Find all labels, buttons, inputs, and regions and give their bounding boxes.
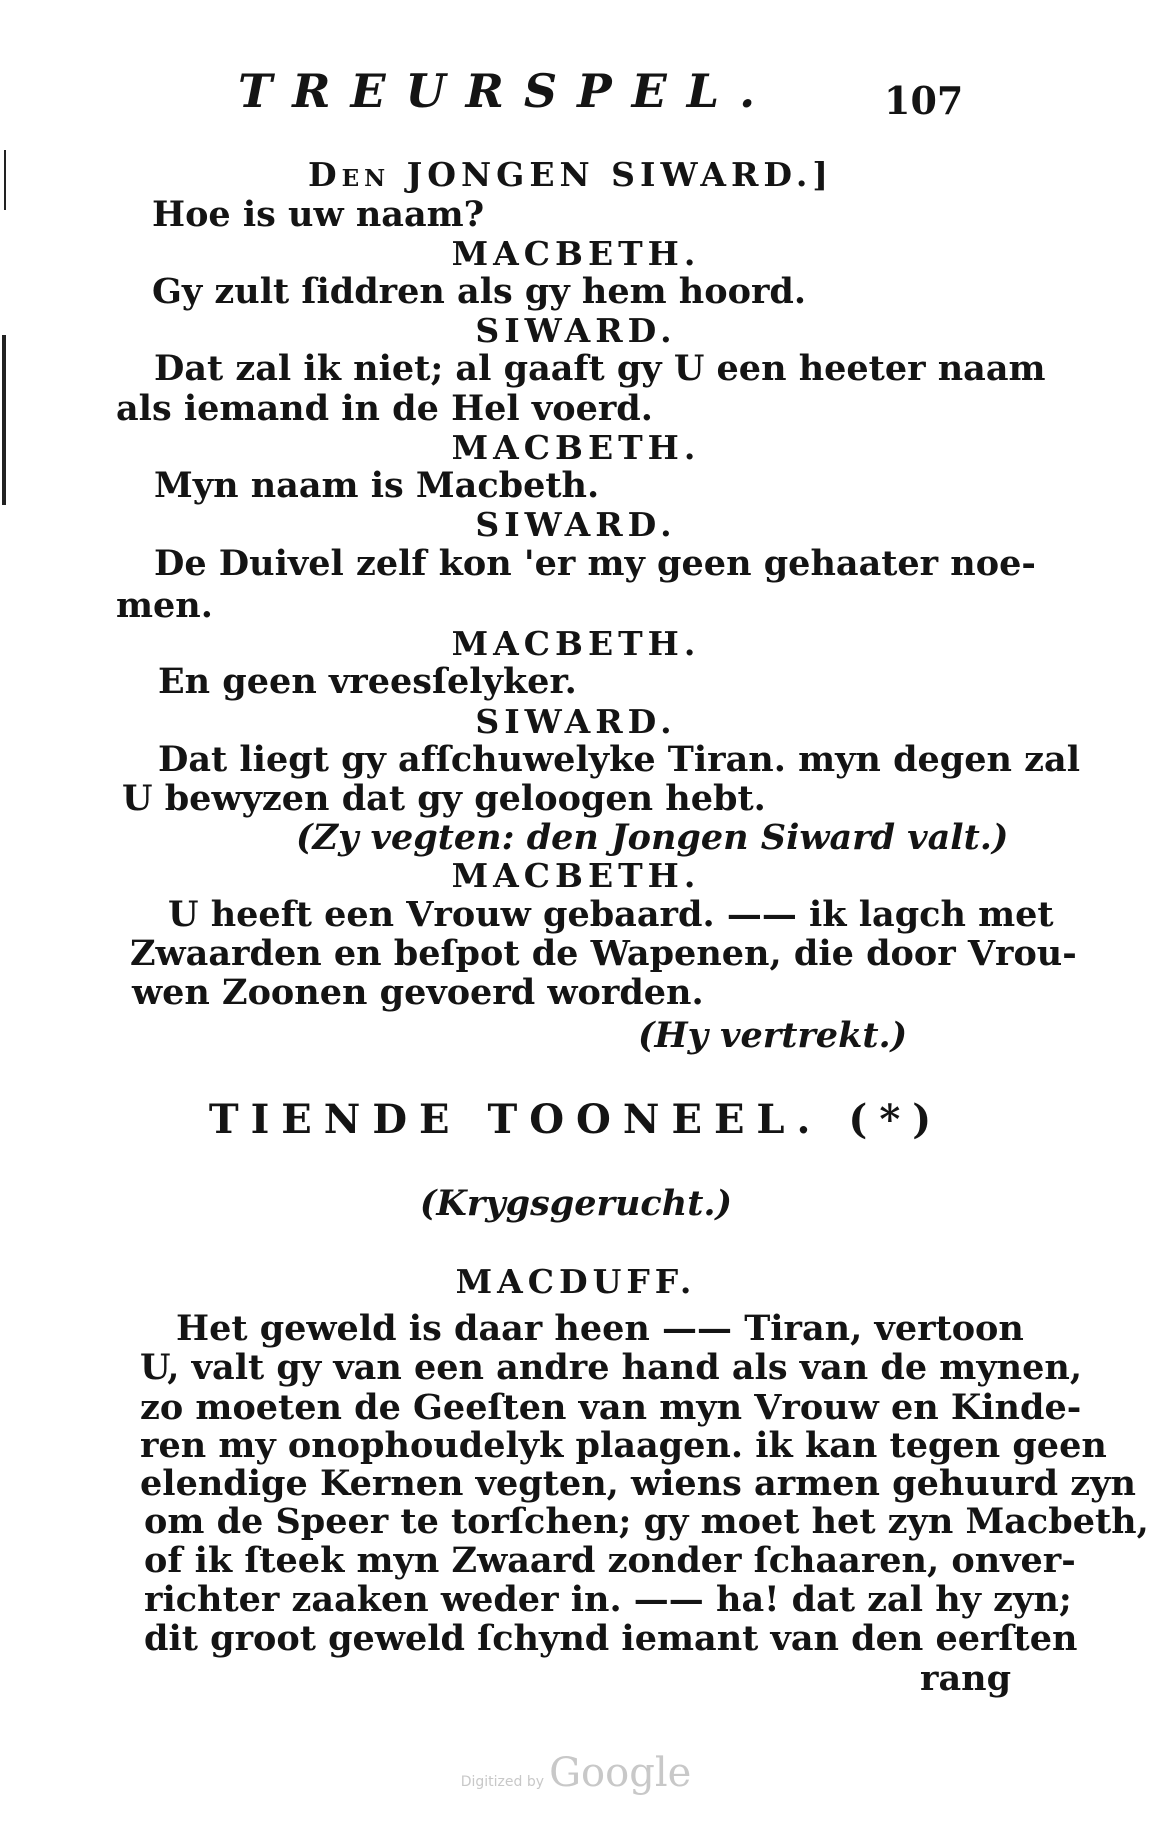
dialogue-line: Hoe is uw naam? [152,194,485,235]
stage-direction-line: Den JONGEN SIWARD.] [308,155,833,194]
dialogue-line: richter zaaken weder in. —— ha! dat zal hy zyn; [144,1579,1072,1620]
dialogue-line: zo moeten de Geeſten van myn Vrouw en Kinde- [140,1387,1082,1428]
stage-direction-line: (Krygsgerucht.) [419,1183,733,1224]
scene-heading: TIENDE TOONEEL. (*) [208,1096,944,1143]
dialogue-line: ren my onophoudelyk plaagen. ik kan tegen geen [140,1425,1107,1466]
google-logo: Google [549,1750,692,1796]
dialogue-line: Dat liegt gy afſchuwelyke Tiran. myn degen zal [158,739,1081,780]
running-title: TREURSPEL. [238,64,776,118]
dialogue-line: Myn naam is Macbeth. [154,465,600,506]
speaker-name: SIWARD. [475,702,677,741]
speaker-name: SIWARD. [475,505,677,544]
speaker-name: SIWARD. [475,311,677,350]
dialogue-line: Dat zal ik niet; al gaaft gy U een heeter naam [154,348,1046,389]
dialogue-line: U bewyzen dat gy geloogen hebt. [122,778,766,819]
speaker-name: MACBETH. [451,856,701,895]
dialogue-line: of ik ſteek myn Zwaard zonder ſchaaren, onver- [144,1540,1076,1581]
speaker-name: MACBETH. [451,234,701,273]
dialogue-line: De Duivel zelf kon 'er my geen gehaater noe- [154,543,1036,584]
dialogue-line: U, valt gy van een andre hand als van de mynen, [140,1347,1083,1388]
dialogue-line: wen Zoonen gevoerd worden. [132,972,704,1013]
stage-direction-line: (Hy vertrekt.) [638,1015,908,1056]
speaker-name: MACBETH. [451,624,701,663]
dialogue-line: Het geweld is daar heen —— Tiran, vertoon [176,1308,1024,1349]
dialogue-line: Zwaarden en beſpot de Wapenen, die door Vrou- [130,933,1077,974]
watermark-prefix: Digitized by [460,1774,544,1790]
dialogue-line: als iemand in de Hel voerd. [116,388,653,429]
scan-edge-mark [2,335,6,505]
speaker-name: MACBETH. [451,428,701,467]
dialogue-line: elendige Kernen vegten, wiens armen gehuurd zyn [140,1463,1136,1504]
digitized-watermark [0,1750,1152,1796]
speaker-name: MACDUFF. [455,1262,697,1301]
dialogue-line: om de Speer te torſchen; gy moet het zyn Macbeth, [144,1501,1149,1542]
page-number: 107 [884,78,964,123]
dialogue-line: men. [116,585,213,626]
dialogue-line: En geen vreesſelyker. [158,661,577,702]
dialogue-line: Gy zult ſiddren als gy hem hoord. [152,271,807,312]
dialogue-line: U heeft een Vrouw gebaard. —— ik lagch met [168,894,1054,935]
dialogue-line: dit groot geweld ſchynd iemant van den eerſten [144,1618,1078,1659]
scan-edge-mark [4,150,6,210]
stage-direction-line: (Zy vegten: den Jongen Siward valt.) [296,817,1009,858]
catchword: rang [920,1658,1012,1699]
